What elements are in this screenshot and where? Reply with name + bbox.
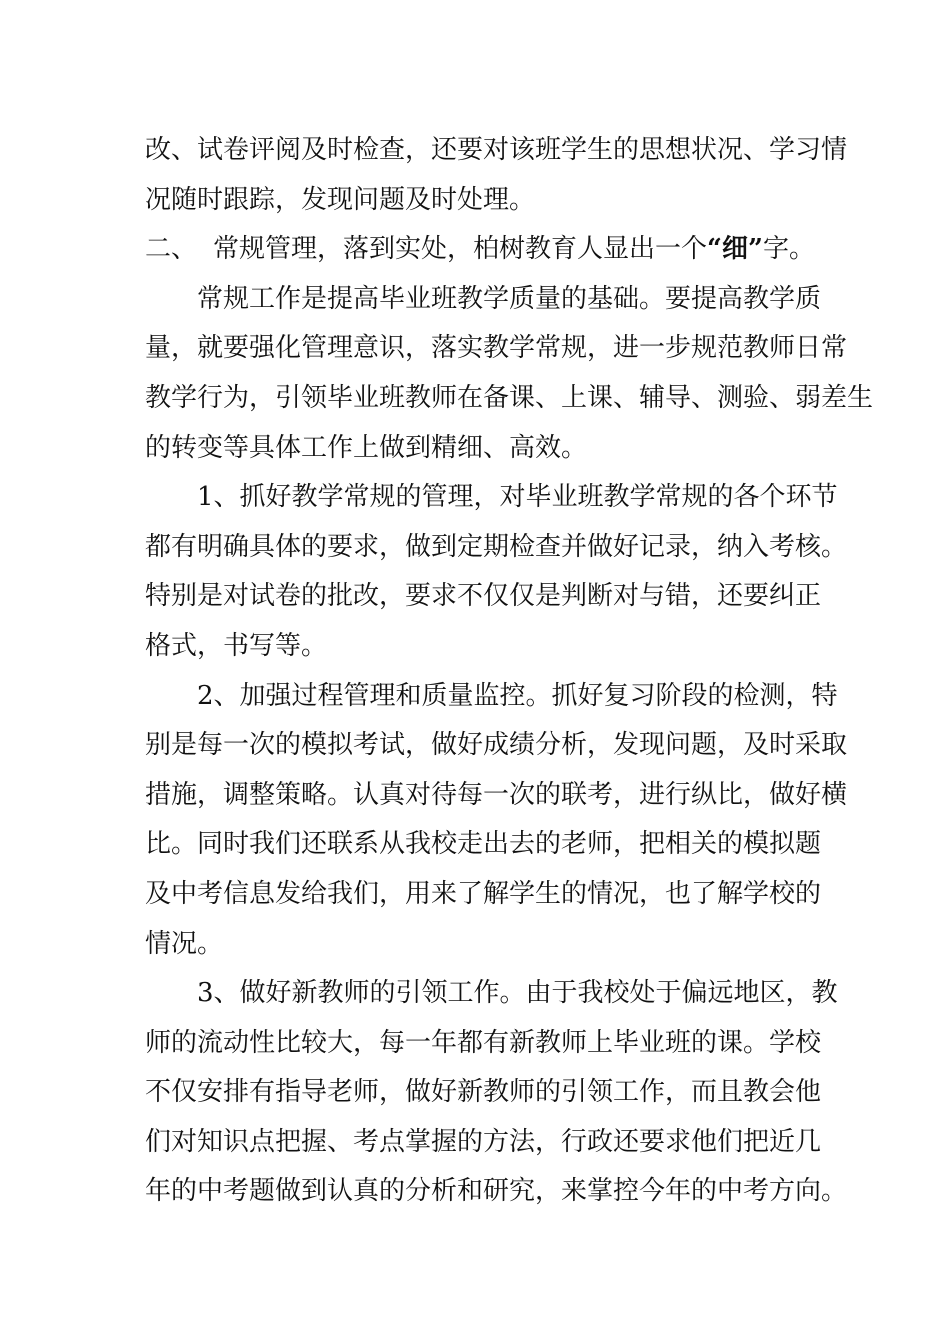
section-heading-tail: 字。 <box>762 234 815 265</box>
text-line: 不仅安排有指导老师，做好新教师的引领工作，而且教会他 <box>145 1077 822 1108</box>
text-line: 改、试卷评阅及时检查，还要对该班学生的思想状况、学习情 <box>145 135 848 165</box>
text-line: 都有明确具体的要求，做到定期检查并做好记录，纳入考核。 <box>145 531 848 562</box>
text-line: 情况。 <box>145 928 224 959</box>
text-line: 常规工作是提高毕业班教学质量的基础。要提高教学质 <box>197 283 822 314</box>
text-line: 比。同时我们还联系从我校走出去的老师，把相关的模拟题 <box>145 829 822 860</box>
text-line: 特别是对试卷的批改，要求不仅仅是判断对与错，还要纠正 <box>145 581 822 612</box>
text-line: 量，就要强化管理意识，落实教学常规，进一步规范教师日常 <box>145 333 848 364</box>
section-number: 二、 <box>145 234 198 265</box>
text-line: 措施，调整策略。认真对待每一次的联考，进行纵比，做好横 <box>145 779 848 810</box>
text-line: 教学行为，引领毕业班教师在备课、上课、辅导、测验、弱差生 <box>145 382 874 413</box>
section-heading <box>145 225 835 275</box>
section-heading-text: 常规管理，落到实处，柏树教育人显出一个 <box>213 234 708 265</box>
text-line: 1、抓好教学常规的管理，对毕业班教学常规的各个环节 <box>197 482 838 513</box>
text-line: 师的流动性比较大，每一年都有新教师上毕业班的课。学校 <box>145 1027 822 1058</box>
text-line: 3、做好新教师的引领工作。由于我校处于偏远地区，教 <box>197 978 838 1009</box>
text-line: 况随时跟踪，发现问题及时处理。 <box>145 184 536 215</box>
text-line: 的转变等具体工作上做到精细、高效。 <box>145 432 588 463</box>
section-heading-emphasis: “细” <box>707 234 763 265</box>
body-text <box>145 126 874 1217</box>
text-line: 及中考信息发给我们，用来了解学生的情况，也了解学校的 <box>145 878 822 909</box>
text-line: 格式，书写等。 <box>145 630 328 661</box>
text-line: 2、加强过程管理和质量监控。抓好复习阶段的检测，特 <box>197 680 838 711</box>
text-line: 们对知识点把握、考点掌握的方法，行政还要求他们把近几 <box>145 1126 822 1157</box>
text-line: 年的中考题做到认真的分析和研究，来掌控今年的中考方向。 <box>145 1176 848 1207</box>
text-line: 别是每一次的模拟考试，做好成绩分析，发现问题，及时采取 <box>145 730 848 761</box>
